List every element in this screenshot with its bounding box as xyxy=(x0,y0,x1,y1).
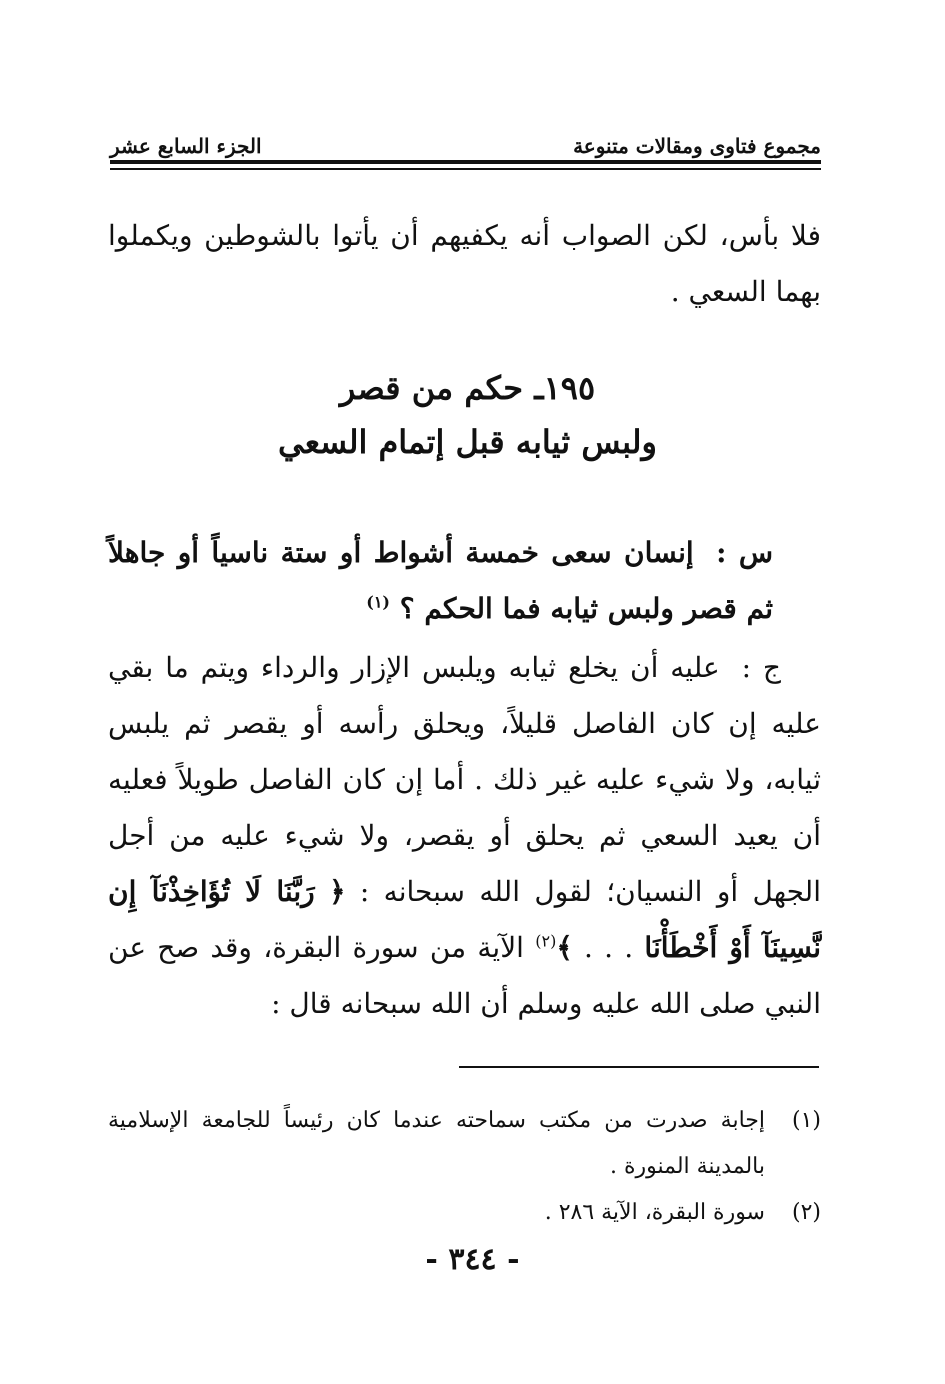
footnote-text: إجابة صدرت من مكتب سماحته عندما كان رئيساً للجامعة الإسلامية بالمدينة المنورة . xyxy=(108,1108,765,1179)
question-text: إنسان سعى خمسة أشواط أو ستة ناسياً أو جاهلاً ثم قصر ولبس ثيابه فما الحكم ؟ xyxy=(108,536,773,625)
header-rule-thick xyxy=(110,160,821,164)
answer-label: ج : xyxy=(741,651,781,684)
section-heading-line1: ١٩٥ـ حكم من قصر xyxy=(339,369,596,407)
running-header xyxy=(110,118,821,158)
intro-paragraph: فلا بأس، لكن الصواب أنه يكفيهم أن يأتوا بالشوطين ويكملوا بهما السعي . xyxy=(108,219,821,308)
answer-text-part1: عليه أن يخلع ثيابه ويلبس الإزار والرداء ويتم ما بقي عليه إن كان الفاصل قليلاً، ويحلق رأسه أو يقصر ثم يلبس ثيابه، ولا شيء عليه غير ذلك . أما إن كان الفاصل طويلاً فعليه أن يعيد السعي ثم يحلق أو يقصر، ولا شيء عليه من أجل الجهل أو النسيان؛ لقول الله سبحانه : xyxy=(108,651,821,908)
question-label: س : xyxy=(716,536,773,569)
quran-close-bracket: ﴾ xyxy=(556,931,573,964)
footnote-item xyxy=(108,1190,821,1236)
quran-open-bracket: ﴿ xyxy=(329,875,346,908)
header-rule-thin xyxy=(110,168,821,170)
footnote-number: (٢) xyxy=(791,1200,821,1225)
volume-label: الجزء السابع عشر xyxy=(110,134,262,158)
footnote-item xyxy=(108,1098,821,1190)
question-paragraph xyxy=(108,525,773,637)
footnotes xyxy=(108,1098,821,1236)
book-title: مجموع فتاوى ومقالات متنوعة xyxy=(573,134,821,158)
footnote-ref-2[interactable]: (٢) xyxy=(535,931,557,951)
quran-verse: رَبَّنَا لَا تُؤَاخِذْنَآ إِن نَّسِينَآ أَوْ أَخْطَأْنَا xyxy=(108,875,821,964)
footnote-text: سورة البقرة، الآية ٢٨٦ . xyxy=(544,1200,765,1225)
answer-text-part2: الآية من سورة البقرة، وقد صح عن النبي صلى الله عليه وسلم أن الله سبحانه قال : xyxy=(108,931,821,1020)
answer-paragraph xyxy=(108,640,821,1032)
footnote-number: (١) xyxy=(791,1108,821,1133)
page-number: - ٣٤٤ - xyxy=(425,1242,520,1277)
footnote-ref-1[interactable]: (١) xyxy=(366,592,390,612)
section-heading-line2: ولبس ثيابه قبل إتمام السعي xyxy=(278,423,657,461)
footnote-separator xyxy=(459,1066,819,1068)
quran-ellipsis: . . . xyxy=(583,931,634,964)
